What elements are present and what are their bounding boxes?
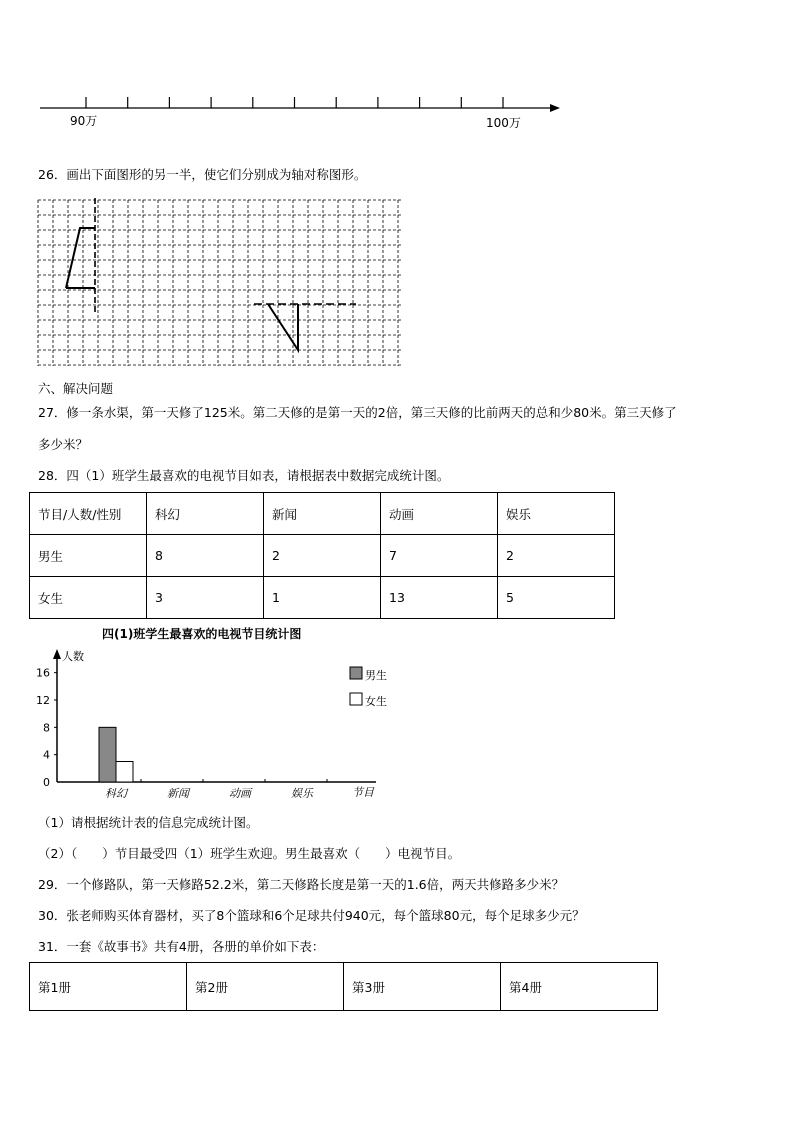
table-header-cell: 节目/人数/性别 bbox=[30, 493, 147, 535]
y-tick-label: 16 bbox=[36, 666, 50, 680]
table-cell: 第2册 bbox=[187, 963, 344, 1011]
table-cell: 女生 bbox=[30, 577, 147, 619]
tv-program-table bbox=[29, 492, 615, 619]
table-header-cell: 科幻 bbox=[147, 493, 264, 535]
question-26: 26．画出下面图形的另一半，使它们分别成为轴对称图形。 bbox=[38, 167, 367, 182]
legend-label-boys: 男生 bbox=[365, 669, 387, 682]
table-cell: 2 bbox=[498, 535, 615, 577]
question-28-sub2: （2）（ ）节目最受四（1）班学生欢迎。男生最喜欢（ ）电视节目。 bbox=[38, 846, 461, 861]
question-27-line2: 多少米？ bbox=[38, 437, 89, 452]
section-title: 六、解决问题 bbox=[38, 381, 114, 396]
book-price-table bbox=[29, 962, 658, 1011]
number-line-start-label: 90万 bbox=[70, 114, 98, 128]
table-cell: 第4册 bbox=[501, 963, 658, 1011]
table-cell: 3 bbox=[147, 577, 264, 619]
table-cell: 5 bbox=[498, 577, 615, 619]
shape-triangle-half bbox=[268, 304, 298, 350]
table-cell: 第3册 bbox=[344, 963, 501, 1011]
table-cell: 1 bbox=[264, 577, 381, 619]
table-cell: 13 bbox=[381, 577, 498, 619]
question-28: 28．四（1）班学生最喜欢的电视节目如表，请根据表中数据完成统计图。 bbox=[38, 468, 450, 483]
number-line-end-label: 100万 bbox=[486, 116, 521, 130]
chart-xlabel: 节目 bbox=[352, 786, 374, 799]
legend-swatch-girls bbox=[350, 693, 362, 705]
bar-boys bbox=[99, 727, 116, 782]
bar-girls bbox=[116, 762, 133, 783]
table-cell: 男生 bbox=[30, 535, 147, 577]
y-tick-label: 4 bbox=[43, 748, 50, 762]
table-cell: 8 bbox=[147, 535, 264, 577]
table-header-cell: 动画 bbox=[381, 493, 498, 535]
y-tick-label: 12 bbox=[36, 694, 50, 707]
question-28-sub1: （1）请根据统计表的信息完成统计图。 bbox=[38, 815, 259, 830]
symmetry-grid[interactable] bbox=[36, 198, 406, 370]
table-header-cell: 娱乐 bbox=[498, 493, 615, 535]
question-31: 31．一套《故事书》共有4册，各册的单价如下表： bbox=[38, 939, 325, 954]
table-cell: 7 bbox=[381, 535, 498, 577]
legend-label-girls: 女生 bbox=[365, 695, 387, 708]
chart-ylabel: 人数 bbox=[62, 650, 84, 663]
table-cell: 2 bbox=[264, 535, 381, 577]
y-tick-label: 0 bbox=[43, 776, 50, 789]
x-tick-label: 新闻 bbox=[167, 787, 189, 800]
number-line bbox=[38, 92, 568, 112]
bar-chart[interactable] bbox=[30, 645, 390, 805]
chart-title: 四(1)班学生最喜欢的电视节目统计图 bbox=[102, 627, 302, 641]
question-27-line1: 27．修一条水渠，第一天修了125米。第二天修的是第一天的2倍，第三天修的比前两天的总和少80米。第三天修了 bbox=[38, 405, 677, 420]
y-tick-label: 8 bbox=[43, 721, 50, 735]
x-tick-label: 动画 bbox=[229, 787, 251, 800]
x-tick-label: 娱乐 bbox=[291, 787, 313, 800]
legend-swatch-boys bbox=[350, 667, 362, 679]
table-header-cell: 新闻 bbox=[264, 493, 381, 535]
question-30: 30．张老师购买体育器材，买了8个篮球和6个足球共付940元，每个篮球80元，每个足球多少元？ bbox=[38, 908, 585, 923]
x-tick-label: 科幻 bbox=[105, 787, 127, 800]
table-cell: 第1册 bbox=[30, 963, 187, 1011]
shape-trapezoid-half bbox=[66, 228, 95, 288]
question-29: 29．一个修路队，第一天修路52.2米，第二天修路长度是第一天的1.6倍，两天共修路多少米？ bbox=[38, 877, 565, 892]
